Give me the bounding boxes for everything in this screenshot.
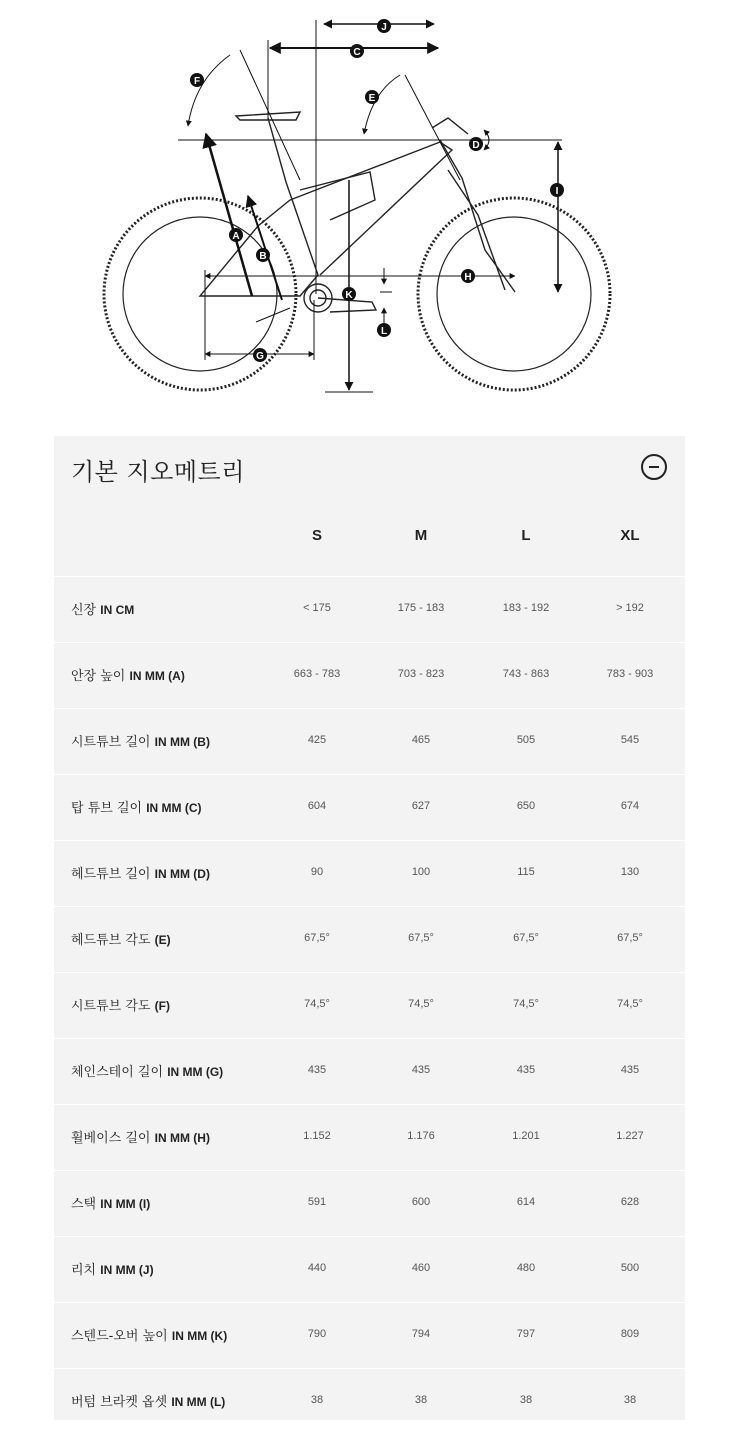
svg-text:L: L (380, 326, 388, 337)
table-cell: 505 (516, 734, 536, 746)
table-row (54, 1236, 685, 1302)
row-label-unit: IN MM (G) (167, 1065, 224, 1079)
table-cell: 115 (517, 866, 535, 878)
row-label-name: 헤드튜브 각도 (71, 933, 151, 948)
label-k-badge (342, 287, 356, 301)
table-cell: 67,5° (513, 932, 539, 944)
front-wheel (418, 198, 610, 390)
svg-text:I: I (555, 186, 559, 197)
svg-text:H: H (464, 272, 472, 283)
row-label-unit: IN MM (D) (154, 867, 210, 881)
svg-text:F: F (193, 76, 201, 87)
table-cell: 183 - 192 (502, 602, 550, 614)
table-row (54, 1038, 685, 1104)
table-cell: 74,5° (513, 998, 539, 1010)
row-label-unit: (E) (154, 933, 171, 947)
table-row (54, 840, 685, 906)
table-cell: 591 (307, 1196, 327, 1208)
size-header-row (54, 500, 685, 576)
table-cell: 627 (411, 800, 431, 812)
row-label-name: 버텀 브라켓 옵셋 (71, 1395, 168, 1410)
label-a-badge (229, 228, 243, 242)
row-label-unit: IN MM (H) (154, 1131, 210, 1145)
table-row (54, 708, 685, 774)
table-cell: 783 - 903 (606, 668, 654, 680)
table-cell: 38 (519, 1394, 533, 1406)
table-cell: 440 (307, 1262, 327, 1274)
label-g-badge (253, 348, 267, 362)
row-label (71, 1193, 150, 1212)
table-cell: 435 (516, 1064, 536, 1076)
row-label-name: 스텐드-오버 높이 (71, 1329, 168, 1344)
geometry-panel-header[interactable] (54, 436, 685, 500)
row-label-name: 탑 튜브 길이 (71, 801, 143, 816)
row-label-name: 리치 (71, 1263, 97, 1278)
table-cell: 614 (516, 1196, 536, 1208)
row-label-name: 휠베이스 길이 (71, 1131, 151, 1146)
row-label-name: 체인스테이 길이 (71, 1065, 164, 1080)
table-row (54, 1170, 685, 1236)
table-row (54, 1302, 685, 1368)
collapse-button[interactable] (641, 454, 667, 480)
label-e-badge (365, 90, 379, 104)
table-row (54, 1368, 685, 1434)
table-cell: 435 (307, 1064, 327, 1076)
table-cell: 460 (411, 1262, 431, 1274)
row-label (71, 665, 185, 684)
label-j-badge (377, 19, 391, 33)
table-cell: 663 - 783 (293, 668, 341, 680)
row-label (71, 1127, 210, 1146)
label-h-badge (461, 269, 475, 283)
table-cell: 425 (307, 734, 327, 746)
row-label (71, 1391, 225, 1410)
bike-geometry-diagram (0, 0, 740, 415)
row-label-unit: IN MM (L) (171, 1395, 226, 1409)
row-label-name: 안장 높이 (71, 669, 126, 684)
table-cell: > 192 (616, 602, 644, 614)
row-label-unit: IN MM (J) (100, 1263, 154, 1277)
row-label-unit: IN MM (B) (154, 735, 210, 749)
size-header-s: S (311, 527, 322, 544)
row-label (71, 797, 202, 816)
row-label-name: 시트튜브 길이 (71, 735, 151, 750)
table-cell: 38 (310, 1394, 324, 1406)
geometry-panel (54, 436, 685, 1420)
table-cell: 465 (411, 734, 431, 746)
row-label-name: 헤드튜브 길이 (71, 867, 151, 882)
table-cell: 545 (620, 734, 640, 746)
table-cell: 74,5° (408, 998, 434, 1010)
table-row (54, 774, 685, 840)
row-label (71, 1259, 154, 1278)
table-cell: 100 (411, 866, 431, 878)
table-row (54, 576, 685, 642)
table-cell: 809 (620, 1328, 640, 1340)
table-cell: 1.227 (616, 1130, 644, 1142)
row-label-unit: IN CM (100, 603, 135, 617)
table-cell: 1.201 (512, 1130, 540, 1142)
row-label-unit: IN MM (A) (129, 669, 185, 683)
row-label-unit: IN MM (K) (171, 1329, 228, 1343)
table-cell: 435 (620, 1064, 640, 1076)
table-cell: 650 (516, 800, 536, 812)
svg-text:G: G (256, 351, 264, 362)
table-cell: 38 (414, 1394, 428, 1406)
size-header-m: M (414, 527, 428, 544)
table-cell: 74,5° (617, 998, 643, 1010)
row-label-unit: IN MM (C) (146, 801, 202, 815)
table-row (54, 642, 685, 708)
minus-icon (649, 466, 659, 468)
row-label (71, 599, 134, 618)
table-cell: 130 (620, 866, 640, 878)
table-cell: 67,5° (408, 932, 434, 944)
table-cell: 1.152 (303, 1130, 331, 1142)
label-c-badge (350, 44, 364, 58)
table-cell: 604 (307, 800, 327, 812)
label-f-badge (190, 73, 204, 87)
table-cell: 175 - 183 (397, 602, 445, 614)
size-header-xl: XL (620, 527, 640, 544)
row-label (71, 1061, 223, 1080)
svg-text:J: J (381, 22, 387, 33)
table-cell: < 175 (303, 602, 331, 614)
table-row (54, 906, 685, 972)
table-cell: 90 (310, 866, 324, 878)
svg-text:K: K (345, 290, 353, 301)
table-cell: 38 (623, 1394, 637, 1406)
svg-text:C: C (353, 47, 361, 58)
table-row (54, 972, 685, 1038)
row-label (71, 863, 210, 882)
row-label-name: 스택 (71, 1197, 97, 1212)
geometry-table-body (54, 576, 685, 1434)
row-label (71, 1325, 227, 1344)
row-label-unit: IN MM (I) (100, 1197, 151, 1211)
table-cell: 435 (411, 1064, 431, 1076)
row-label (71, 995, 170, 1014)
table-cell: 600 (411, 1196, 431, 1208)
svg-text:D: D (472, 140, 480, 151)
label-d-badge (469, 137, 483, 151)
row-label (71, 731, 210, 750)
row-label-name: 시트튜브 각도 (71, 999, 151, 1014)
size-header-l: L (521, 527, 531, 544)
row-label-name: 신장 (71, 603, 97, 618)
table-cell: 67,5° (617, 932, 643, 944)
table-cell: 703 - 823 (397, 668, 445, 680)
table-cell: 790 (307, 1328, 327, 1340)
label-i-badge (550, 183, 564, 197)
table-cell: 500 (620, 1262, 640, 1274)
svg-text:E: E (368, 93, 376, 104)
table-cell: 674 (620, 800, 640, 812)
table-cell: 480 (516, 1262, 536, 1274)
label-b-badge (256, 248, 270, 262)
table-cell: 67,5° (304, 932, 330, 944)
table-cell: 743 - 863 (502, 668, 550, 680)
svg-text:A: A (232, 231, 240, 242)
table-cell: 797 (516, 1328, 536, 1340)
svg-text:B: B (259, 251, 267, 262)
table-row (54, 1104, 685, 1170)
table-cell: 794 (411, 1328, 431, 1340)
table-cell: 628 (620, 1196, 640, 1208)
row-label (71, 929, 171, 948)
label-l-badge (377, 323, 391, 337)
table-cell: 74,5° (304, 998, 330, 1010)
table-cell: 1.176 (407, 1130, 435, 1142)
row-label-unit: (F) (154, 999, 170, 1013)
geometry-panel-title: 기본 지오메트리 (71, 458, 245, 486)
rear-wheel (104, 198, 296, 390)
